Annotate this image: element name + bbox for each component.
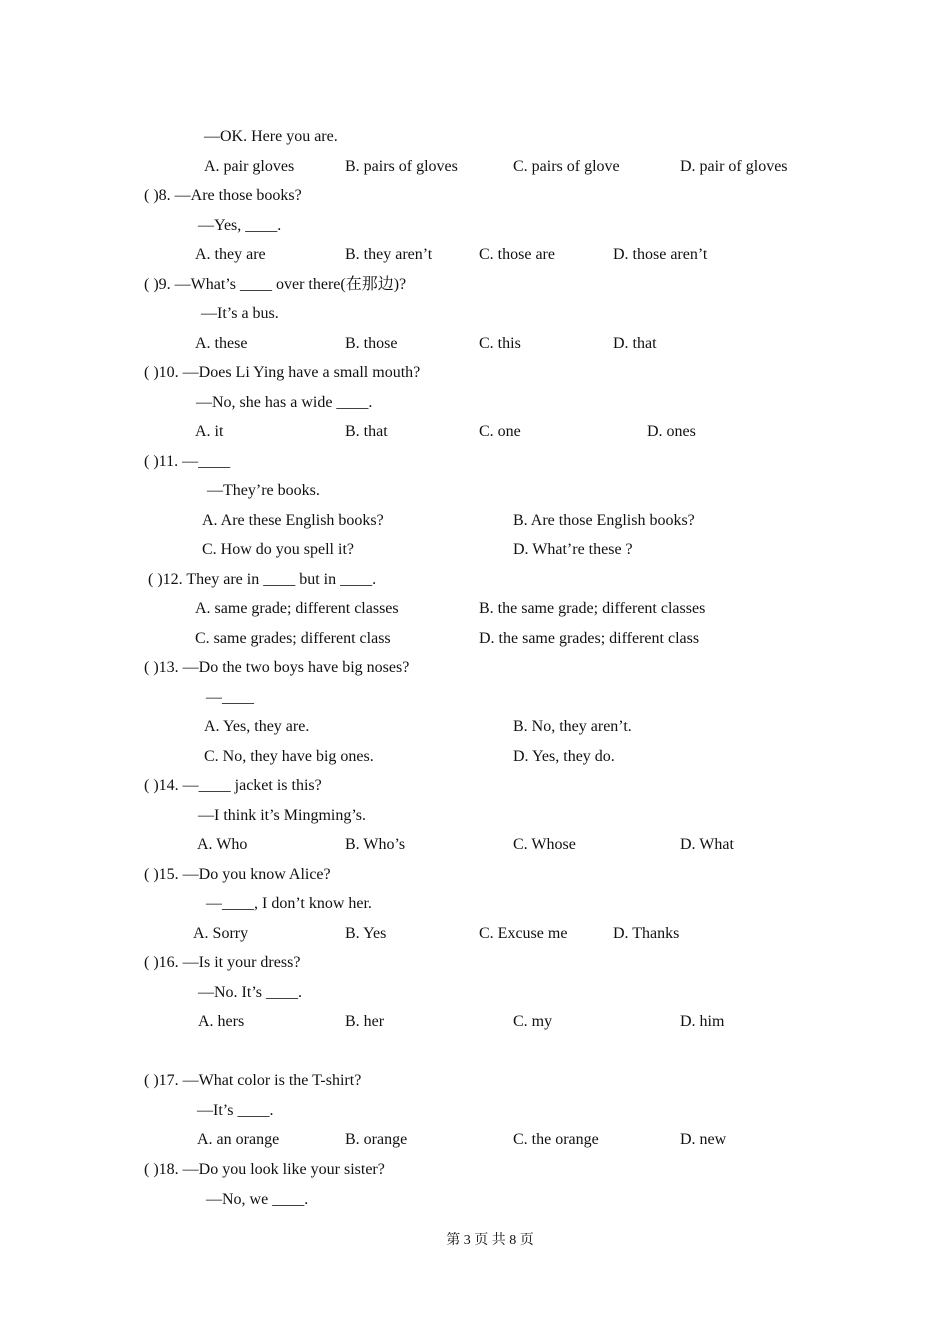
q9-option-c: C. this [479, 335, 521, 352]
q10-option-d: D. ones [647, 423, 696, 440]
q10-stem: ( )10. —Does Li Ying have a small mouth? [144, 364, 421, 381]
q12-stem: ( )12. They are in ____ but in ____. [148, 571, 377, 588]
q11-option-a: A. Are these English books? [202, 512, 384, 529]
q7-option-d: D. pair of gloves [680, 158, 788, 175]
q8-answer: —Yes, ____. [198, 217, 282, 234]
q9-option-d: D. that [613, 335, 657, 352]
q11-option-c: C. How do you spell it? [202, 541, 354, 558]
q13-option-b: B. No, they aren’t. [513, 718, 632, 735]
q10-answer: —No, she has a wide ____. [196, 394, 373, 411]
q14-option-c: C. Whose [513, 836, 576, 853]
q11-answer: —They’re books. [207, 482, 320, 499]
q13-option-a: A. Yes, they are. [204, 718, 310, 735]
q15-option-d: D. Thanks [613, 925, 680, 942]
q16-stem: ( )16. —Is it your dress? [144, 954, 301, 971]
q17-answer: —It’s ____. [197, 1102, 274, 1119]
q18-stem: ( )18. —Do you look like your sister? [144, 1161, 385, 1178]
q11-option-d: D. What’re these ? [513, 541, 633, 558]
q8-option-c: C. those are [479, 246, 555, 263]
q15-option-a: A. Sorry [193, 925, 249, 942]
q7-option-a: A. pair gloves [204, 158, 295, 175]
q14-answer: —I think it’s Mingming’s. [198, 807, 367, 824]
q17-option-c: C. the orange [513, 1131, 599, 1148]
q15-option-b: B. Yes [345, 925, 387, 942]
q17-option-d: D. new [680, 1131, 727, 1148]
q12-option-a: A. same grade; different classes [195, 600, 399, 617]
q12-option-b: B. the same grade; different classes [479, 600, 706, 617]
q9-option-a: A. these [195, 335, 248, 352]
q16-option-c: C. my [513, 1013, 553, 1030]
q8-stem: ( )8. —Are those books? [144, 187, 302, 204]
q16-option-a: A. hers [198, 1013, 245, 1030]
q10-option-a: A. it [195, 423, 224, 440]
q14-option-b: B. Who’s [345, 836, 406, 853]
q14-option-a: A. Who [197, 836, 248, 853]
q7-answer: —OK. Here you are. [204, 128, 338, 145]
q9-answer: —It’s a bus. [201, 305, 279, 322]
q10-option-b: B. that [345, 423, 388, 440]
q15-option-c: C. Excuse me [479, 925, 568, 942]
q11-stem: ( )11. —____ [144, 453, 231, 470]
page-footer: 第 3 页 共 8 页 [446, 1233, 534, 1248]
q8-option-b: B. they aren’t [345, 246, 433, 263]
q10-option-c: C. one [479, 423, 521, 440]
q17-stem: ( )17. —What color is the T-shirt? [144, 1072, 362, 1089]
q13-stem: ( )13. —Do the two boys have big noses? [144, 659, 410, 676]
q16-option-d: D. him [680, 1013, 725, 1030]
q13-answer: —____ [206, 689, 254, 706]
q7-option-c: C. pairs of glove [513, 158, 620, 175]
q16-answer: —No. It’s ____. [198, 984, 302, 1001]
q13-option-d: D. Yes, they do. [513, 748, 615, 765]
q14-stem: ( )14. —____ jacket is this? [144, 777, 322, 794]
q16-option-b: B. her [345, 1013, 385, 1030]
q13-option-c: C. No, they have big ones. [204, 748, 374, 765]
q7-option-b: B. pairs of gloves [345, 158, 458, 175]
q12-option-d: D. the same grades; different class [479, 630, 700, 647]
q9-option-b: B. those [345, 335, 398, 352]
q14-option-d: D. What [680, 836, 734, 853]
q15-answer: —____, I don’t know her. [206, 895, 372, 912]
q17-option-a: A. an orange [197, 1131, 280, 1148]
q11-option-b: B. Are those English books? [513, 512, 695, 529]
q8-option-d: D. those aren’t [613, 246, 708, 263]
q18-answer: —No, we ____. [206, 1191, 309, 1208]
q17-option-b: B. orange [345, 1131, 408, 1148]
q15-stem: ( )15. —Do you know Alice? [144, 866, 331, 883]
q9-stem: ( )9. —What’s ____ over there(在那边)? [144, 276, 407, 293]
q8-option-a: A. they are [195, 246, 266, 263]
q12-option-c: C. same grades; different class [195, 630, 391, 647]
